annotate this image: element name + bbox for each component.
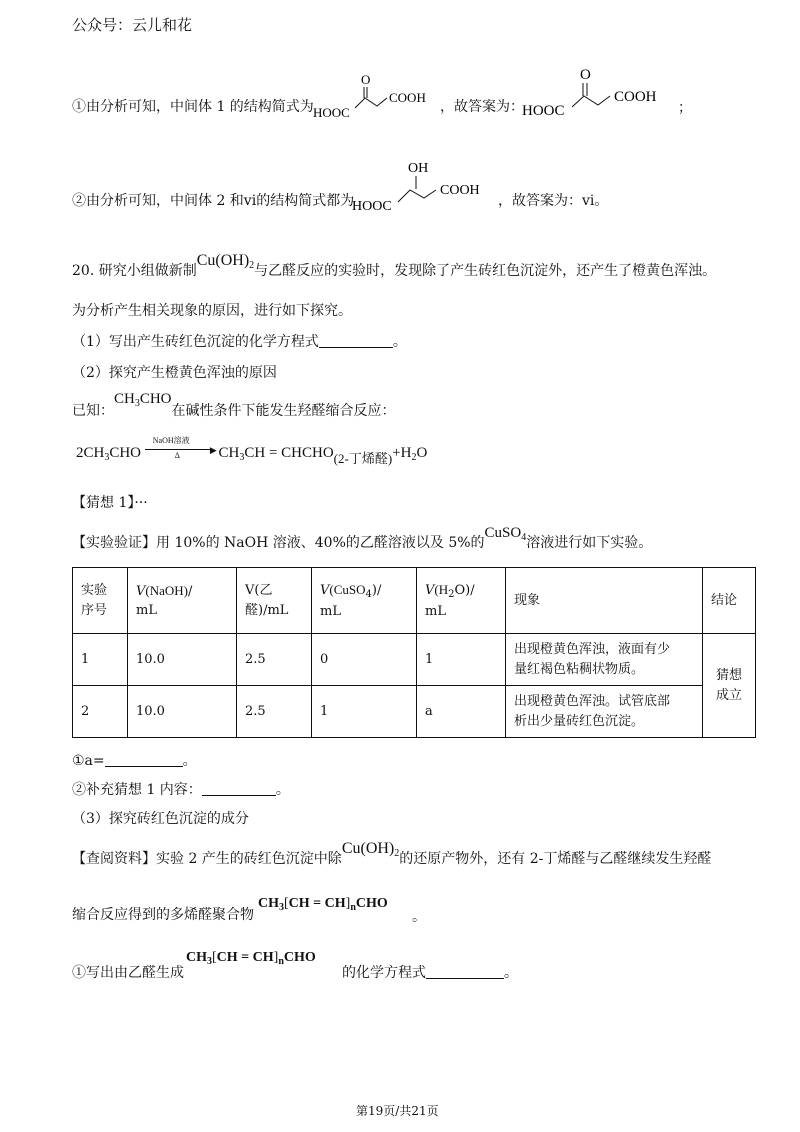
sub-question-2: ②补充猜想 1 内容： 。 [72, 782, 290, 798]
cell-aldehyde: 2.5 [237, 634, 312, 686]
aldol-equation [76, 436, 428, 466]
cell-naoh: 10.0 [128, 686, 237, 738]
q20-part2: （2）探究产生橙黄色浑浊的原因 [72, 365, 277, 381]
answer-blank-1[interactable] [319, 333, 393, 348]
th-naoh: V(NaOH)/ mL [128, 568, 237, 634]
q20-intro-rest: 与乙醛反应的实验时，发现除了产生砖红色沉淀外，还产生了橙黄色浑浊。 [254, 263, 717, 279]
th-conclusion: 结论 [703, 568, 756, 634]
polyene-formula: $CH_3[CH = CH]_nCHO$ [258, 896, 388, 913]
cell-water: 1 [417, 634, 506, 686]
eq-right: $CH_3CH$ = CHCHO [218, 445, 334, 463]
cell-aldehyde: 2.5 [237, 686, 312, 738]
cu-oh-formula-2: $Cu(OH)_2$ [341, 840, 400, 859]
answer-blank-guess[interactable] [202, 781, 276, 796]
answer-blank-last[interactable] [426, 964, 504, 979]
q19-line1-prefix: ①由分析可知，中间体 1 的结构简式为 [72, 99, 314, 115]
struct1b-o: O [580, 67, 591, 83]
q19-line2-prefix: ②由分析可知，中间体 2 和vi的结构简式都为 [72, 193, 355, 209]
eq-left: $2CH_3CHO$ [76, 445, 142, 463]
page-footer: 第19页/共21页 [356, 1104, 439, 1118]
reference-line: 【查阅资料】实验 2 产生的砖红色沉淀中除$Cu(OH)_2$的还原产物外，还有 2-丁烯醛与乙醛继续发生羟醛 [72, 840, 712, 867]
acetaldehyde-formula: $CH_3CHO$ [114, 391, 172, 409]
cell-conclusion: 猜想 成立 [703, 634, 756, 738]
cuso4-formula: CuSO$_4$ [484, 525, 527, 543]
table-row [73, 634, 756, 686]
cell-phenomenon: 出现橙黄色浑浊，液面有少 量红褐色粘稠状物质。 [506, 634, 703, 686]
eq-name: (2-丁烯醛) [333, 451, 393, 466]
experiment-table [72, 567, 756, 738]
table-row [73, 686, 756, 738]
reference-line-2-end: 。 [412, 909, 426, 925]
eq-plus: $+H_2O$ [392, 445, 428, 463]
q20-part1: （1）写出产生砖红色沉淀的化学方程式 。 [72, 334, 407, 350]
cell-water: a [417, 686, 506, 738]
q19-line1 [72, 96, 314, 116]
struct2-oh: OH [408, 161, 429, 176]
cell-cuso4: 1 [312, 686, 417, 738]
q20-known: 已知：$CH_3CHO$在碱性条件下能发生羟醛缩合反应： [72, 391, 396, 419]
answer-blank-a[interactable] [105, 752, 183, 767]
guess-1: 【猜想 1】··· [72, 495, 148, 511]
struct2-right: COOH [440, 183, 480, 198]
q19-line2-suffix: ，故答案为：vi。 [498, 193, 609, 209]
table-header-row [73, 568, 756, 634]
q20-intro [72, 252, 717, 281]
struct1-o: O [361, 72, 371, 87]
reaction-arrow: NaOH溶液 ▶ Δ [145, 443, 215, 457]
sub-question-1: ①a= 。 [72, 753, 197, 769]
th-seq: 实验 序号 [73, 568, 128, 634]
reference-line-2: 缩合反应得到的多烯醛聚合物 [72, 907, 254, 923]
th-water: $V(H_2O)/$ mL [417, 568, 506, 634]
structure-intermediate-2 [352, 158, 497, 214]
cu-oh-formula: $Cu(OH)_2$ [196, 252, 255, 271]
struct1b-right: COOH [614, 89, 657, 105]
q20-line2: 为分析产生相关现象的原因，进行如下探究。 [72, 303, 352, 319]
structure-answer-1 [522, 63, 672, 123]
struct1b-left: HOOC [522, 103, 565, 119]
last-question: ①写出由乙醛生成 [72, 965, 184, 981]
verify-line: 【实验验证】用 10%的 NaOH 溶液、40%的乙醛溶液以及 5%的CuSO$_4$溶液进行如下实验。 [72, 525, 653, 551]
q19-line1-suffix: ，故答案为： [440, 99, 524, 115]
structure-intermediate-1 [313, 70, 438, 122]
th-cuso4: V(CuSO$_4$)/ mL [312, 568, 417, 634]
cell-cuso4: 0 [312, 634, 417, 686]
q19-line1-end: ； [678, 100, 692, 116]
cell-seq: 1 [73, 634, 128, 686]
q20-intro-num: 20. 研究小组做新制 [72, 263, 197, 279]
polyene-formula-2: $CH_3[CH = CH]_nCHO$ [186, 950, 316, 967]
last-question-suffix: 的化学方程式 。 [342, 965, 518, 981]
cell-naoh: 10.0 [128, 634, 237, 686]
cell-phenomenon: 出现橙黄色浑浊。试管底部 析出少量砖红色沉淀。 [506, 686, 703, 738]
cell-seq: 2 [73, 686, 128, 738]
q20-part3: （3）探究砖红色沉淀的成分 [72, 811, 249, 827]
struct1-left: HOOC [313, 105, 350, 120]
th-phenomenon: 现象 [506, 568, 703, 634]
struct2-left: HOOC [352, 199, 392, 214]
header-source: 公众号：云儿和花 [72, 16, 193, 34]
struct1-right: COOH [389, 90, 426, 105]
th-aldehyde: V(乙 醛)/mL [237, 568, 312, 634]
